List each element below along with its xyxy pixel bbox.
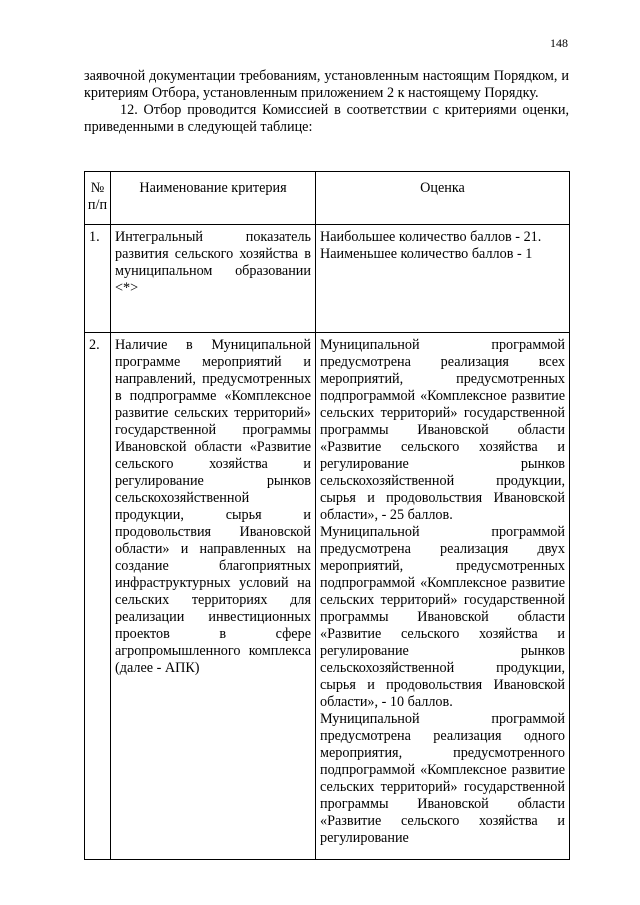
table-row bbox=[85, 225, 570, 333]
score-line: Муниципальной программой предусмотрена реализация двух мероприятий, предусмотренных подпрограммой «Комплексное развитие сельских территорий» государственной программы Ивановской области «Развитие сельского хозяйства и регулирование рынков сельскохозяйственной продукции, сырья и продовольствия Ивановской области», - 10 баллов. bbox=[320, 524, 565, 710]
score-line: Муниципальной программой предусмотрена реализация одного мероприятия, предусмотренного подпрограммой «Комплексное развитие сельских территорий» государственной программы Ивановской области «Развитие сельского хозяйства и регулирование bbox=[320, 711, 565, 846]
row-criterion: Интегральный показатель развития сельского хозяйства в муниципальном образовании <*> bbox=[111, 225, 316, 333]
row-score bbox=[316, 333, 570, 860]
score-line: Наибольшее количество баллов - 21. bbox=[320, 229, 542, 245]
criteria-table bbox=[84, 171, 570, 860]
row-score bbox=[316, 225, 570, 333]
table-row bbox=[85, 333, 570, 860]
table-header-row bbox=[85, 172, 570, 225]
score-line: Наименьшее количество баллов - 1 bbox=[320, 246, 533, 262]
row-criterion: Наличие в Муниципальной программе мероприятий и направлений, предусмотренных в подпрограмме «Комплексное развитие сельских территорий» государственной программы Ивановской области «Развитие сельского хозяйства и регулирование рынков сельскохозяйственной продукции, сырья и продовольствия Ивановской области» и направленных на создание благоприятных инфраструктурных условий на сельских территориях для реализации инвестиционных проектов в сфере агропромышленного комплекса (далее - АПК) bbox=[111, 333, 316, 860]
page-number: 148 bbox=[550, 36, 568, 50]
header-score: Оценка bbox=[316, 172, 570, 225]
intro-text bbox=[84, 68, 569, 136]
intro-paragraph-continued: заявочной документации требованиям, установленным настоящим Порядком, и критериям Отбора, установленным приложением 2 к настоящему Порядку. bbox=[84, 68, 569, 101]
row-number: 1. bbox=[85, 225, 111, 333]
intro-paragraph-12: 12. Отбор проводится Комиссией в соответствии с критериями оценки, приведенными в следующей таблице: bbox=[84, 102, 569, 135]
header-number: № п/п bbox=[85, 172, 111, 225]
row-number: 2. bbox=[85, 333, 111, 860]
score-line: Муниципальной программой предусмотрена реализация всех мероприятий, предусмотренных подпрограммой «Комплексное развитие сельских территорий» государственной программы Ивановской области «Развитие сельского хозяйства и регулирование рынков сельскохозяйственной продукции, сырья и продовольствия Ивановской области», - 25 баллов. bbox=[320, 337, 565, 523]
header-criterion: Наименование критерия bbox=[111, 172, 316, 225]
